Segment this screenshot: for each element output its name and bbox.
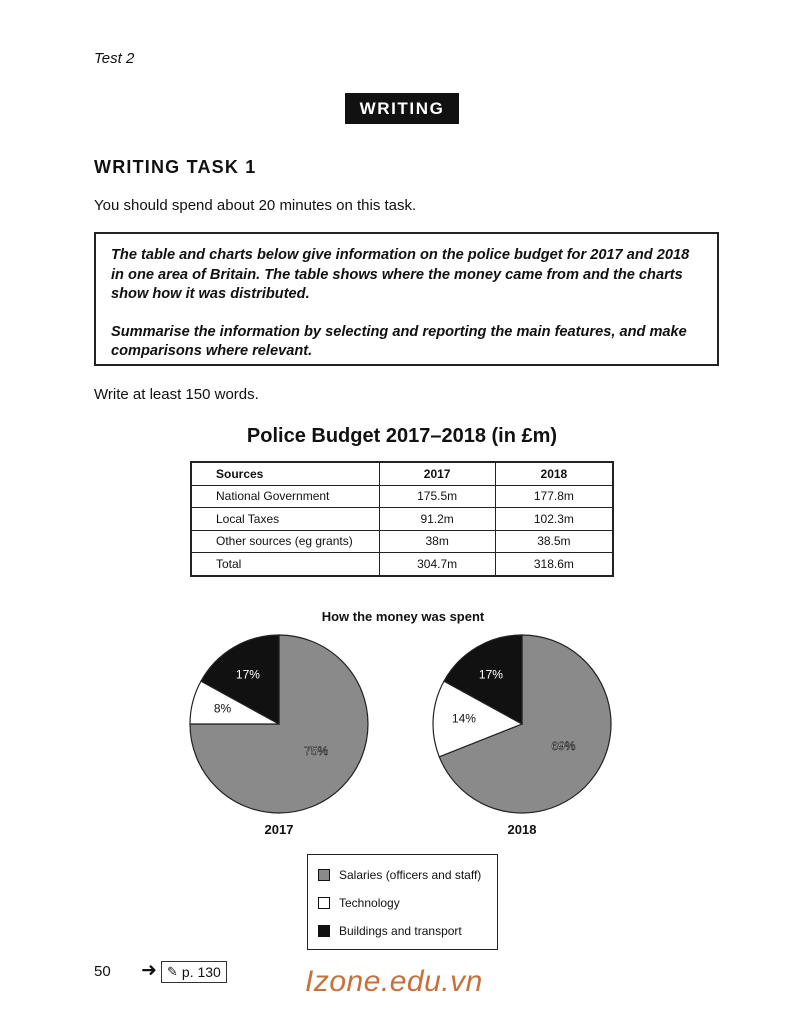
table-cell: Other sources (eg grants) — [191, 530, 379, 553]
legend-item — [318, 896, 400, 910]
table-header-cell: Sources — [191, 462, 379, 485]
table-cell: 318.6m — [495, 553, 613, 576]
table-cell: 304.7m — [379, 553, 495, 576]
watermark: Izone.edu.vn — [305, 965, 483, 998]
pie-slice-label: 17% — [478, 667, 503, 682]
table-cell: National Government — [191, 485, 379, 508]
legend-item — [318, 868, 481, 882]
legend-swatch — [318, 897, 330, 909]
table-title: Police Budget 2017–2018 (in £m) — [246, 425, 558, 447]
pie-slice-label: 8% — [213, 701, 232, 716]
table-cell: 91.2m — [379, 508, 495, 531]
task-prompt-paragraph-1: The table and charts below give information on the police budget for 2017 and 2018 in one area of Britain. The table shows where the money came from and the charts show how it was distributed. — [111, 247, 690, 302]
table-cell: 38m — [379, 530, 495, 553]
pie-year-label: 2018 — [507, 822, 537, 837]
pencil-icon: ✎ — [167, 964, 178, 979]
pie-slice-label: 14% — [451, 711, 476, 726]
task-heading: WRITING TASK 1 — [94, 157, 257, 177]
legend-swatch — [318, 869, 330, 881]
word-count-instruction: Write at least 150 words. — [94, 386, 259, 403]
reference-label: p. 130 — [181, 964, 221, 980]
legend — [307, 854, 498, 950]
legend-swatch — [318, 925, 330, 937]
pie-slice-label: 17% — [235, 667, 260, 682]
task-prompt-paragraph-2: Summarise the information by selecting and reporting the main features, and make comparisons where relevant. — [111, 323, 687, 359]
pie-slice-label: 69% — [551, 739, 576, 754]
table-cell: 175.5m — [379, 485, 495, 508]
table-cell: Local Taxes — [191, 508, 379, 531]
charts-title: How the money was spent — [321, 609, 485, 624]
task-instruction: You should spend about 20 minutes on this task. — [94, 197, 417, 214]
table-cell: 38.5m — [495, 530, 613, 553]
table-header-cell: 2018 — [495, 462, 613, 485]
section-banner: WRITING — [345, 93, 459, 124]
legend-label: Buildings and transport — [339, 924, 462, 938]
table-header-cell: 2017 — [379, 462, 495, 485]
table-cell: Total — [191, 553, 379, 576]
table-cell: 177.8m — [495, 485, 613, 508]
test-label: Test 2 — [94, 50, 135, 67]
page-number: 50 — [94, 963, 111, 980]
legend-label: Technology — [339, 896, 400, 910]
answer-reference — [161, 961, 227, 983]
pie-slice-label: 75% — [304, 744, 329, 759]
legend-label: Salaries (officers and staff) — [339, 868, 482, 882]
pie-year-label: 2017 — [264, 822, 294, 837]
legend-item — [318, 924, 462, 938]
right-arrow-icon: ➜ — [141, 960, 157, 981]
table-cell: 102.3m — [495, 508, 613, 531]
